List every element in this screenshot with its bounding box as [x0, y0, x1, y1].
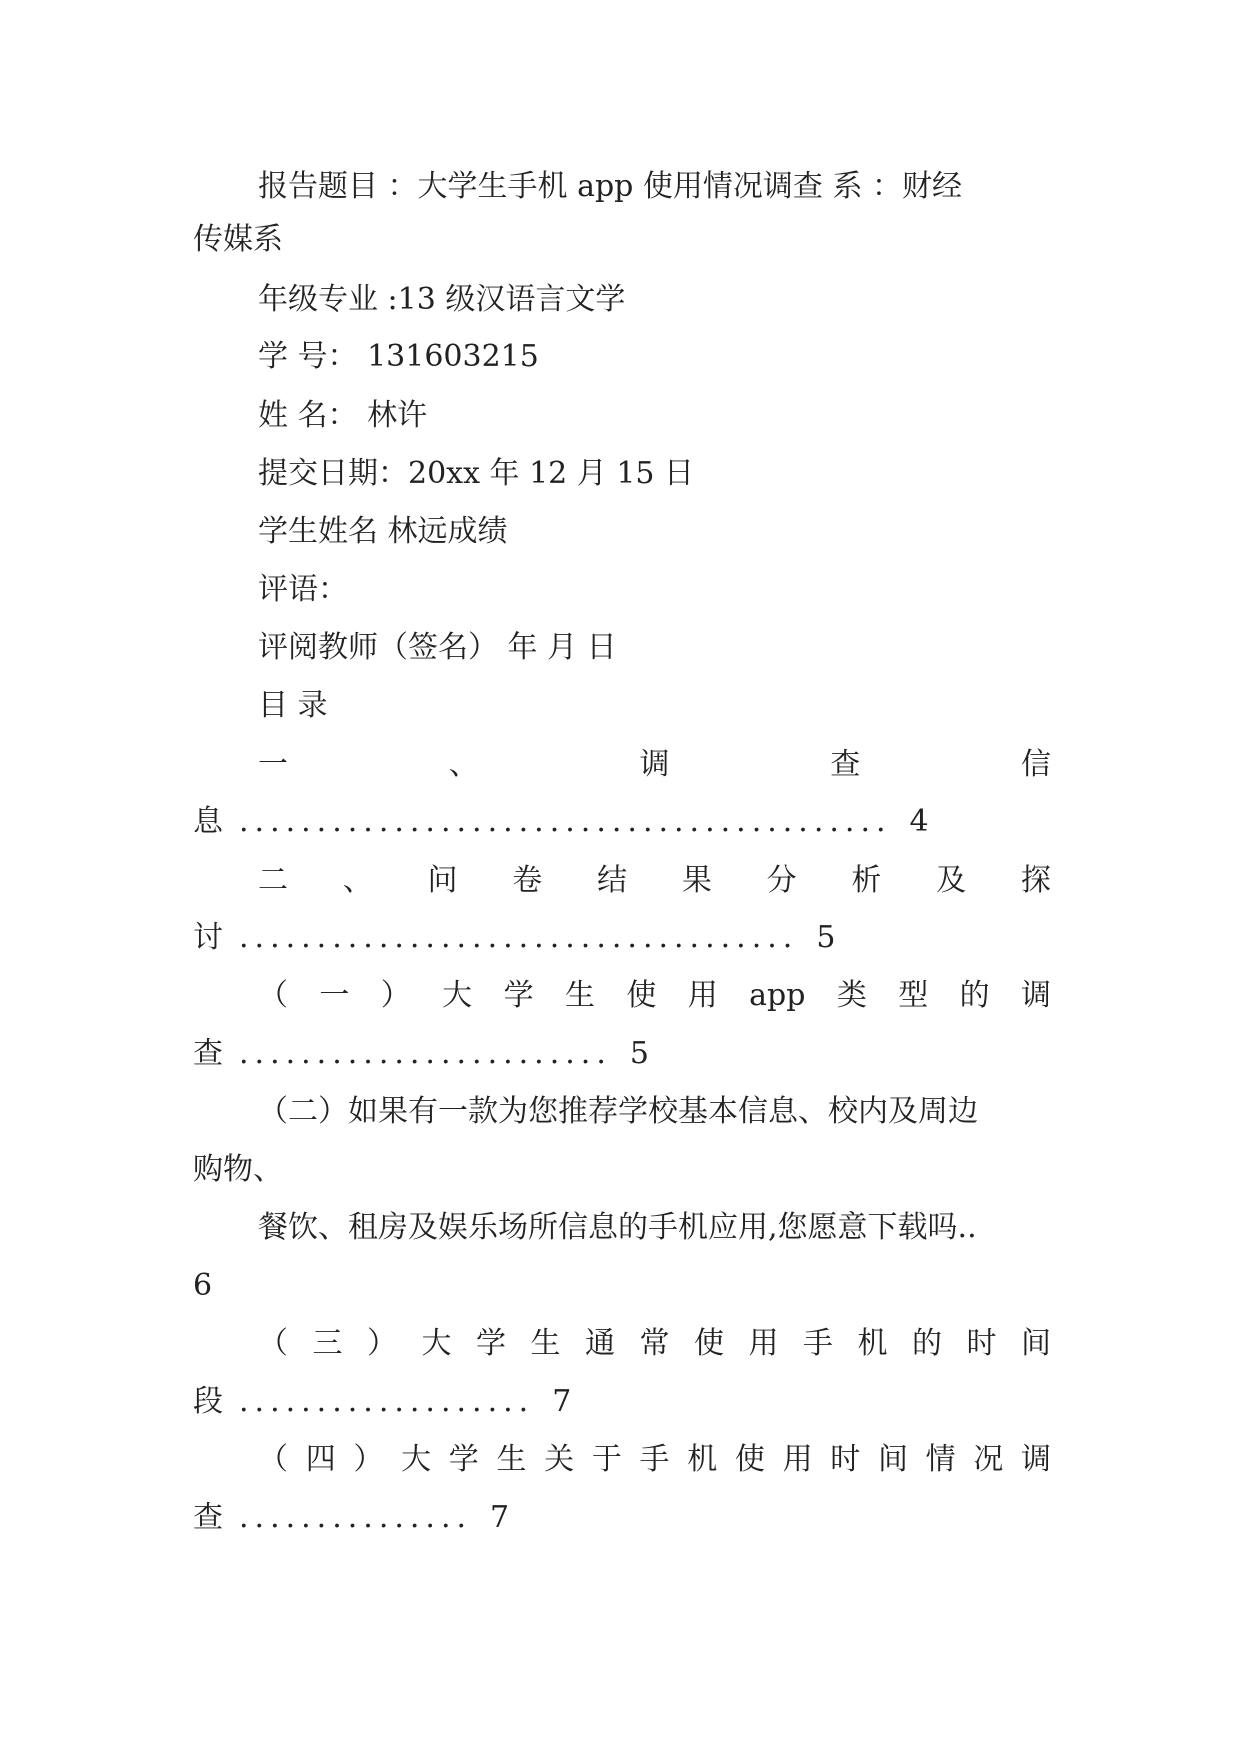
- toc-char: 信: [1021, 747, 1051, 782]
- toc-page-number: 5: [629, 1036, 649, 1071]
- toc-leader-dots: ...............: [239, 1500, 473, 1535]
- toc-char: 问: [427, 863, 458, 898]
- report-title-line: 报告题目 ：大学生手机 app 使用情况调查 系 ：财经: [258, 169, 962, 204]
- toc-char: 用: [687, 978, 718, 1013]
- toc-char: 大: [421, 1326, 452, 1361]
- toc-char: （: [258, 978, 288, 1013]
- toc-char: 用: [748, 1326, 779, 1361]
- toc-char: 机: [687, 1442, 718, 1477]
- toc-entry-1-line2: [193, 802, 1051, 842]
- toc-leader-dots: ..........................................: [239, 804, 892, 839]
- toc-char: 一: [319, 978, 350, 1013]
- toc-char: ）: [353, 1442, 384, 1477]
- toc-char: 类: [836, 978, 867, 1013]
- toc-heading: 目 录: [258, 688, 328, 723]
- toc-head: 息: [193, 804, 223, 839]
- toc-char: （: [258, 1326, 288, 1361]
- toc-char: 使: [694, 1326, 724, 1361]
- toc-char: 关: [544, 1442, 575, 1477]
- toc-char: 手: [803, 1326, 833, 1361]
- toc-char: 的: [959, 978, 990, 1013]
- toc-char: 析: [851, 863, 882, 898]
- submit-date: 提交日期：20xx 年 12 月 15 日: [258, 456, 695, 491]
- toc-char: 四: [305, 1442, 336, 1477]
- toc-char: 调: [639, 747, 670, 782]
- toc-char: 三: [312, 1326, 343, 1361]
- toc-char: 使: [734, 1442, 765, 1477]
- toc-entry-1-line1: [258, 745, 1051, 785]
- toc-char: 调: [1020, 978, 1051, 1013]
- student-score: 学生姓名 林远成绩: [258, 514, 508, 549]
- toc-char: ）: [380, 978, 411, 1013]
- toc-char: 手: [639, 1442, 670, 1477]
- toc-char: 生: [530, 1326, 561, 1361]
- toc-char: 生: [496, 1442, 527, 1477]
- toc-head: 查: [193, 1036, 223, 1071]
- toc-char: 情: [925, 1442, 956, 1477]
- toc-char: 一: [258, 747, 288, 782]
- toc-char: （: [258, 1442, 288, 1477]
- toc-entry-5-line2: [193, 1382, 1051, 1422]
- toc-entry-5-line1: [258, 1324, 1051, 1364]
- toc-char: 的: [912, 1326, 942, 1361]
- toc-char: ）: [367, 1326, 397, 1361]
- toc-char: 机: [857, 1326, 888, 1361]
- toc-char: 果: [681, 863, 712, 898]
- toc-char: 查: [830, 747, 861, 782]
- toc-entry-3-line1: [258, 976, 1051, 1016]
- toc-entry-6-line1: [258, 1440, 1051, 1480]
- student-id: 学 号： 131603215: [258, 339, 539, 374]
- toc-entry-4-page: 6: [193, 1268, 213, 1303]
- toc-char: 二: [258, 863, 288, 898]
- toc-entry-6-line2: [193, 1498, 1051, 1538]
- toc-char: 、: [448, 747, 479, 782]
- toc-char: 间: [1021, 1326, 1051, 1361]
- toc-char: 生: [564, 978, 595, 1013]
- toc-page-number: 4: [909, 804, 929, 839]
- toc-char: 用: [782, 1442, 813, 1477]
- toc-page-number: 7: [552, 1384, 572, 1419]
- toc-char: 于: [591, 1442, 622, 1477]
- toc-char: 、: [342, 863, 373, 898]
- toc-leader-dots: ....................................: [239, 920, 799, 955]
- toc-leader-dots: ...................: [239, 1384, 535, 1419]
- toc-char: 学: [476, 1326, 506, 1361]
- toc-char: 及: [936, 863, 967, 898]
- toc-char: 大: [401, 1442, 432, 1477]
- toc-char: 探: [1020, 863, 1051, 898]
- toc-char: 况: [973, 1442, 1004, 1477]
- toc-char: 常: [639, 1326, 670, 1361]
- toc-char: 调: [1021, 1442, 1051, 1477]
- toc-char: 间: [877, 1442, 908, 1477]
- teacher-signature: 评阅教师（签名） 年 月 日: [258, 630, 617, 665]
- toc-entry-4-line2: 购物、: [193, 1152, 283, 1187]
- toc-leader-dots: ........................: [239, 1036, 612, 1071]
- toc-head: 段: [193, 1384, 223, 1419]
- grade-major: 年级专业 :13 级汉语言文学: [258, 282, 626, 317]
- report-title-continuation: 传媒系: [193, 222, 283, 257]
- toc-char: 时: [966, 1326, 997, 1361]
- toc-char: 学: [503, 978, 534, 1013]
- toc-entry-2-line1: [258, 861, 1051, 901]
- toc-char: 卷: [512, 863, 543, 898]
- toc-char: 时: [830, 1442, 861, 1477]
- toc-char: 型: [898, 978, 929, 1013]
- toc-char: 大: [442, 978, 473, 1013]
- toc-head: 查: [193, 1500, 223, 1535]
- toc-entry-4-line1: （二）如果有一款为您推荐学校基本信息、校内及周边: [258, 1094, 978, 1129]
- toc-page-number: 7: [490, 1500, 510, 1535]
- toc-head: 讨: [193, 920, 223, 955]
- toc-entry-4-line3: 餐饮、租房及娱乐场所信息的手机应用,您愿意下载吗..: [258, 1210, 977, 1245]
- toc-char: 分: [766, 863, 797, 898]
- toc-char: 结: [597, 863, 628, 898]
- student-name: 姓 名： 林许: [258, 398, 428, 433]
- toc-char: 使: [626, 978, 657, 1013]
- toc-entry-3-line2: [193, 1034, 1051, 1074]
- toc-char: app: [749, 978, 806, 1013]
- toc-page-number: 5: [816, 920, 836, 955]
- toc-char: 通: [585, 1326, 615, 1361]
- toc-entry-2-line2: [193, 918, 1051, 958]
- toc-char: 学: [448, 1442, 479, 1477]
- comment-label: 评语：: [258, 572, 348, 607]
